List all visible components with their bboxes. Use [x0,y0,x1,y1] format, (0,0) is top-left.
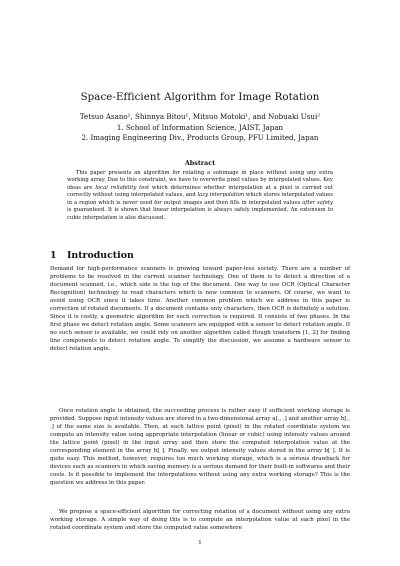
author-list: Tetsuo Asano¹, Shinnya Bitou¹, Mitsuo Motoki¹, and Nobuaki Usui² [79,112,321,121]
body-paragraph-2: Once rotation angle is obtained, the succeeding process is rather easy if sufficient working storage is provided. Suppose input intensity values are stored in a two-dimensional array a[., .] and another array b[., .] of the same size is available. Then, at each lattice point (pixel) in the rotated coordinate system we compute an intensity value using appropriate interpolation (linear or cubic) using intensity values around the lattice point (pixel) in the input array and then store the computed interpolation value at the corresponding element in the array b[ ]. Finally, we output intensity values stored in the array b[ ]. It is quite easy. This method, however, requires too much working storage, which is a serious drawback for devices such as scanners in which saving memory is a serious demand for their built-in softwares and their costs. Is it possible to implement the interpolations without using any extra working storage? This is the question we address in this paper. [50,408,350,486]
section-number: 1 [50,250,57,261]
body-paragraph-3: We propose a space-efficient algorithm for correcting rotation of a document without using any extra working storage. A simple way of doing this is to compute an interpolation value at each pixel in the rotated coordinate system and store the computed value somewhere [50,509,350,531]
abstract-emphasis-1: local reliability test [95,184,150,191]
body-paragraph-1: Demand for high-performance scanners is growing toward paper-less society. There are a number of problems to be resolved in the current scanner technology. One of them is to detect a direction of a document scanned, i.e., which side is the top of the document. One way to use OCR (Optical Character Recognition) technology to read characters which is now common to scanners. Of course, we want to avoid using OCR since it takes time. Another common problem which we address in this paper is correction of rotated documents. If a document contains only characters, then OCR is definitely a solution. Since it is costly, a geometric algorithm for such correction is required. It consists of two phases. In the first phase we detect rotation angle. Some scanners are equipped with a sensor to detect rotation angle. If no such sensor is available, we could rely on another algorithm called Hough transform [1, 2] for finding line components to detect rotation angle. To simplify the discussion, we assume a hardware sensor to detect rotation angle. [50,266,350,352]
abstract-part-1: This paper presents an algorithm for rotating a subimage in place without using any extra working array. Due to this constraint, we have to overwrite pixel values by interpolated values. Key ideas are [67,170,333,191]
paper-title: Space-Efficient Algorithm for Image Rotation [80,92,320,103]
abstract-heading: Abstract [184,159,216,167]
section-heading [50,250,134,261]
section-title: Introduction [67,250,134,261]
affiliation-2: 2. Imaging Engineering Div., Products Group, PFU Limited, Japan [81,133,319,142]
page-number: 1 [198,540,202,546]
abstract-part-2: which determines whether interpolation at a pixel is carried out correctly without using interpolated values, and [67,184,333,199]
abstract-emphasis-3: after safety [302,199,334,206]
affiliation-1: 1. School of Information Science, JAIST, Japan [116,123,284,132]
abstract-text [67,170,333,222]
abstract-part-4: is guaranteed. It is shown that linear interpolation is always safely implemented. An extension to cubic interpolation is also discussed. [67,207,333,221]
abstract-emphasis-2: lazy interpolation [197,192,245,199]
abstract-part-3: which stores interpolated values in a region which is never used for output images and then fills in interpolated values [67,192,333,206]
